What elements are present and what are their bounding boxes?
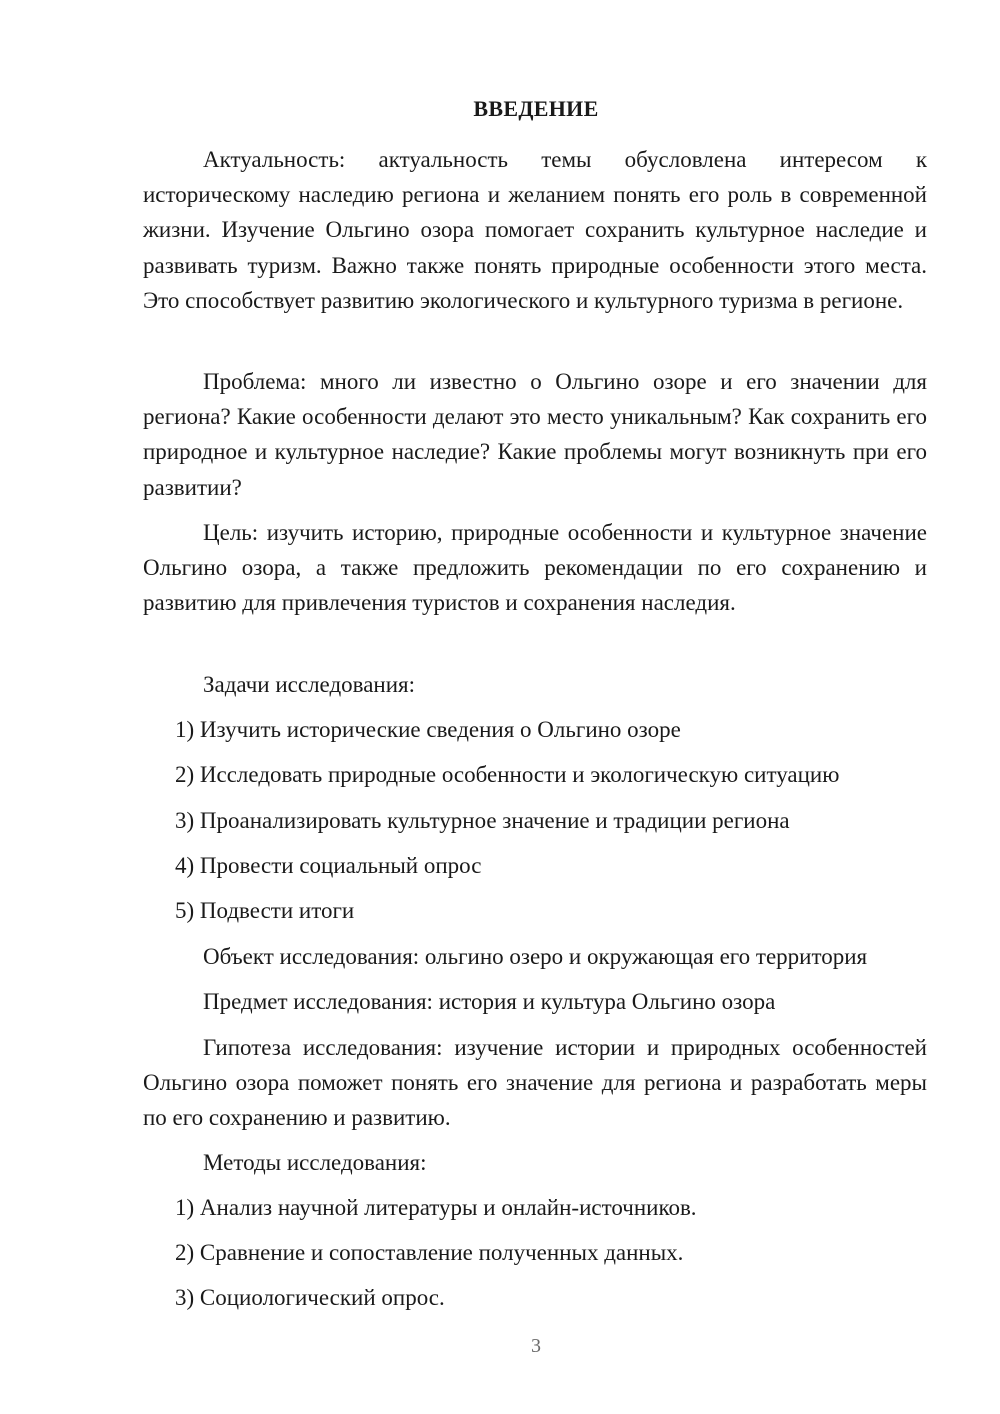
object-paragraph: Объект исследования: ольгино озеро и окружающая его территория — [203, 944, 868, 969]
hypothesis-paragraph: Гипотеза исследования: изучение истории и природных особенностей Ольгино озора поможет понять его значение для региона и разработать меры по его сохранению и развитию. — [143, 1035, 927, 1131]
methods-heading-block — [143, 1145, 927, 1180]
methods-list — [143, 1190, 927, 1225]
object-block — [143, 939, 927, 974]
subject-paragraph: Предмет исследования: история и культура Ольгино озора — [203, 989, 776, 1014]
method-item: 3) Социологический опрос. — [175, 1285, 445, 1310]
tasks-heading: Задачи исследования: — [203, 672, 416, 697]
subject-block — [143, 984, 927, 1019]
task-item: 1) Изучить исторические сведения о Ольгино озоре — [175, 717, 681, 742]
problem-paragraph: Проблема: много ли известно о Ольгино озоре и его значении для региона? Какие особенности делают это место уникальным? Как сохранить его природное и культурное наследие? Какие проблемы могут возникнуть при его развитии? — [143, 369, 927, 500]
relevance-block — [143, 142, 927, 318]
task-item: 5) Подвести итоги — [175, 898, 355, 923]
task-item: 3) Проанализировать культурное значение и традиции региона — [175, 808, 790, 833]
tasks-heading-block — [143, 667, 927, 702]
tasks-list — [143, 803, 927, 838]
methods-list — [143, 1280, 927, 1315]
task-item: 2) Исследовать природные особенности и экологическую ситуацию — [175, 762, 840, 787]
tasks-list — [143, 712, 927, 747]
goal-block — [143, 515, 927, 621]
hypothesis-block — [143, 1030, 927, 1136]
relevance-paragraph: Актуальность: актуальность темы обусловлена интересом к историческому наследию региона и желанием понять его роль в современной жизни. Изучение Ольгино озора помогает сохранить культурное наследие и развивать туризм. Важно также понять природные особенности этого места. Это способствует развитию экологического и культурного туризма в регионе. — [143, 147, 927, 313]
methods-list — [143, 1235, 927, 1270]
page-title: ВВЕДЕНИЕ — [473, 96, 599, 121]
method-item: 1) Анализ научной литературы и онлайн-источников. — [175, 1195, 697, 1220]
tasks-list — [143, 848, 927, 883]
method-item: 2) Сравнение и сопоставление полученных данных. — [175, 1240, 684, 1265]
task-item: 4) Провести социальный опрос — [175, 853, 482, 878]
methods-heading: Методы исследования: — [203, 1150, 427, 1175]
page-number: 3 — [531, 1335, 541, 1357]
goal-paragraph: Цель: изучить историю, природные особенности и культурное значение Ольгино озора, а также предложить рекомендации по его сохранению и развитию для привлечения туристов и сохранения наследия. — [143, 520, 927, 616]
tasks-list — [143, 757, 927, 792]
tasks-list — [143, 893, 927, 928]
problem-block — [143, 364, 927, 505]
